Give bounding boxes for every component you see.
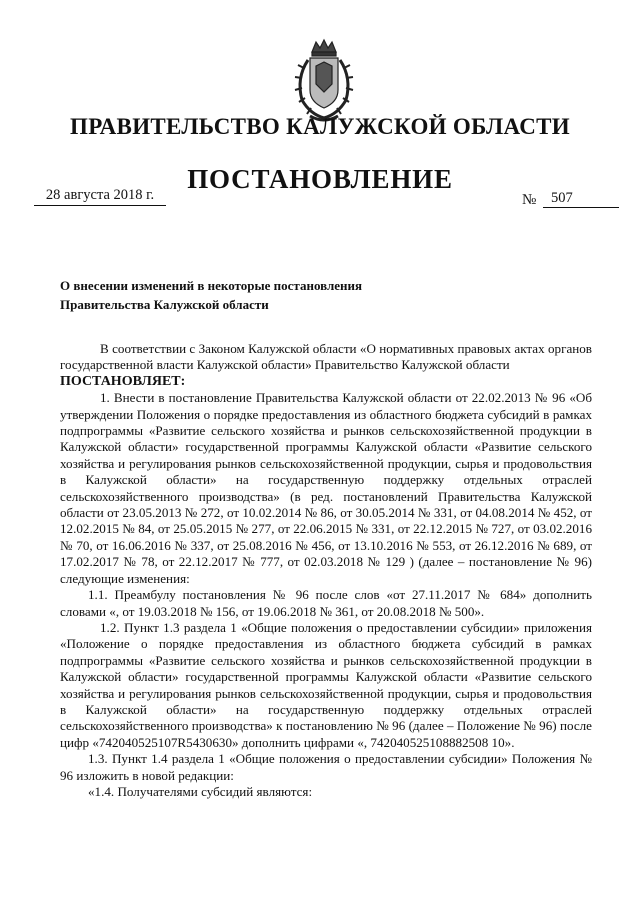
subject-line-2: Правительства Калужской области bbox=[60, 297, 269, 312]
item-1-3-paragraph: 1.3. Пункт 1.4 раздела 1 «Общие положения о предоставлении субсидии» Положения № 96 изложить в новой редакции: bbox=[60, 751, 592, 783]
item-1-1-paragraph: 1.1. Преамбулу постановления № 96 после слов «от 27.11.2017 № 684» дополнить словами «, от 19.03.2018 № 156, от 19.06.2018 № 361, от 20.08.2018 № 500». bbox=[60, 587, 592, 619]
coat-of-arms-icon bbox=[288, 38, 360, 124]
document-number: 507 bbox=[543, 190, 619, 208]
decree-word: ПОСТАНОВЛЯЕТ: bbox=[60, 373, 186, 389]
preamble-paragraph: В соответствии с Законом Калужской области «О нормативных правовых актах органов государственной власти Калужской области» Правительство Калужской области bbox=[60, 341, 592, 373]
document-body bbox=[60, 341, 592, 800]
document-type: ПОСТАНОВЛЕНИЕ bbox=[187, 164, 453, 194]
item-1-2-paragraph: 1.2. Пункт 1.3 раздела 1 «Общие положения о предоставлении субсидии» приложения «Положение о порядке предоставления из областного бюджета субсидий в рамках подпрограммы «Развитие сельского хозяйства и рынков сельскохозяйственной продукции в Калужской области» государственной программы Калужской области «Развитие сельского хозяйства и регулирования рынков сельскохозяйственной продукции, сырья и продовольствия в Калужской области» на государственную поддержку отдельных отраслей сельскохозяйственного производства» к постановлению № 96 (далее – Положение № 96) после цифр «742040525107R5430630» дополнить цифрами «, 742040525108882508 10». bbox=[60, 619, 592, 750]
document-date: 28 августа 2018 г. bbox=[34, 187, 166, 206]
subject-line-1: О внесении изменений в некоторые постановления bbox=[60, 278, 363, 293]
document-subject bbox=[60, 276, 480, 314]
item-1-paragraph: 1. Внести в постановление Правительства Калужской области от 22.02.2013 № 96 «Об утверждении Положения о порядке предоставления из областного бюджета субсидий в рамках подпрограммы «Развитие сельского хозяйства и рынков сельскохозяйственной продукции в Калужской области» государственной программы Калужской области «Развитие сельского хозяйства и регулирования рынков сельскохозяйственной продукции, сырья и продовольствия в Калужской области» на государственную поддержку отдельных отраслей сельскохозяйственного производства» (в ред. постановлений Правительства Калужской области от 23.05.2013 № 272, от 10.02.2014 № 86, от 30.05.2014 № 331, от 04.08.2014 № 452, от 12.02.2015 № 84, от 25.05.2015 № 277, от 22.06.2015 № 331, от 22.12.2015 № 727, от 03.02.2016 № 70, от 16.06.2016 № 337, от 25.08.2016 № 456, от 13.10.2016 № 553, от 26.12.2016 № 689, от 17.02.2017 № 78, от 22.12.2017 № 777, от 02.03.2018 № 129 ) (далее – постановление № 96) следующие изменения: bbox=[60, 390, 592, 586]
government-title: ПРАВИТЕЛЬСТВО КАЛУЖСКОЙ ОБЛАСТИ bbox=[70, 114, 570, 139]
number-label: № bbox=[522, 192, 537, 208]
item-1-4-paragraph: «1.4. Получателями субсидий являются: bbox=[88, 783, 313, 799]
